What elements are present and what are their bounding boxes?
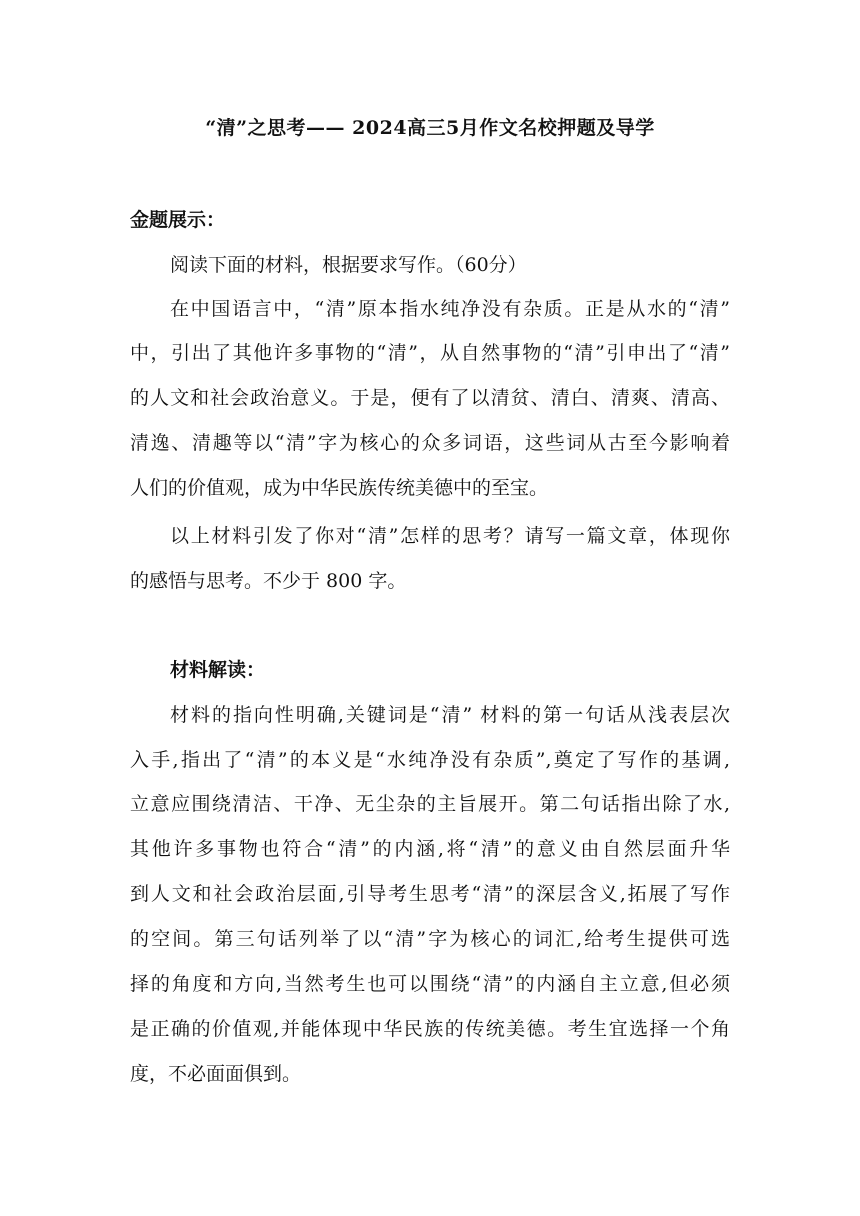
- analysis-line: 的空间。第三句话列举了以“清”字为核心的词汇,给考生提供可选: [130, 928, 730, 950]
- material-line: 在中国语言中，“清”原本指水纯净没有杂质。正是从水的“清”: [170, 298, 730, 320]
- material-line: 中，引出了其他许多事物的“清”，从自然事物的“清”引申出了“清”: [130, 342, 730, 364]
- document-title: “清”之思考—— 2024高三5月作文名校押题及导学: [205, 117, 655, 139]
- analysis-line: 是正确的价值观,并能体现中华民族的传统美德。考生宜选择一个角: [130, 1018, 730, 1040]
- analysis-line: 入手,指出了“清”的本义是“水纯净没有杂质”,奠定了写作的基调,: [130, 749, 730, 771]
- material-line: 清逸、清趣等以“清”字为核心的众多词语，这些词从古至今影响着: [130, 432, 730, 454]
- analysis-line: 度，不必面面俱到。: [130, 1063, 302, 1085]
- material-line: 的人文和社会政治意义。于是，便有了以清贫、清白、清爽、清高、: [130, 387, 730, 409]
- analysis-line: 材料的指向性明确,关键词是“清” 材料的第一句话从浅表层次: [170, 704, 730, 726]
- analysis-line: 立意应围绕清洁、干净、无尘杂的主旨展开。第二句话指出除了水,: [130, 793, 730, 815]
- requirement-line: 以上材料引发了你对“清”怎样的思考？请写一篇文章，体现你: [170, 525, 730, 547]
- requirement-line: 的感悟与思考。不少于 800 字。: [130, 570, 407, 592]
- material-line: 人们的价值观，成为中华民族传统美德中的至宝。: [130, 477, 549, 499]
- analysis-line: 择的角度和方向,当然考生也可以围绕“清”的内涵自主立意,但必须: [130, 973, 730, 995]
- instruction-text: 阅读下面的材料，根据要求写作。（60分）: [170, 254, 527, 276]
- analysis-line: 其他许多事物也符合“清”的内涵,将“清”的意义由自然层面升华: [130, 838, 730, 860]
- analysis-line: 到人文和社会政治层面,引导考生思考“清”的深层含义,拓展了写作: [130, 883, 730, 905]
- section-heading-gold-questions: 金题展示：: [130, 209, 226, 231]
- section-heading-material-analysis: 材料解读：: [170, 659, 266, 681]
